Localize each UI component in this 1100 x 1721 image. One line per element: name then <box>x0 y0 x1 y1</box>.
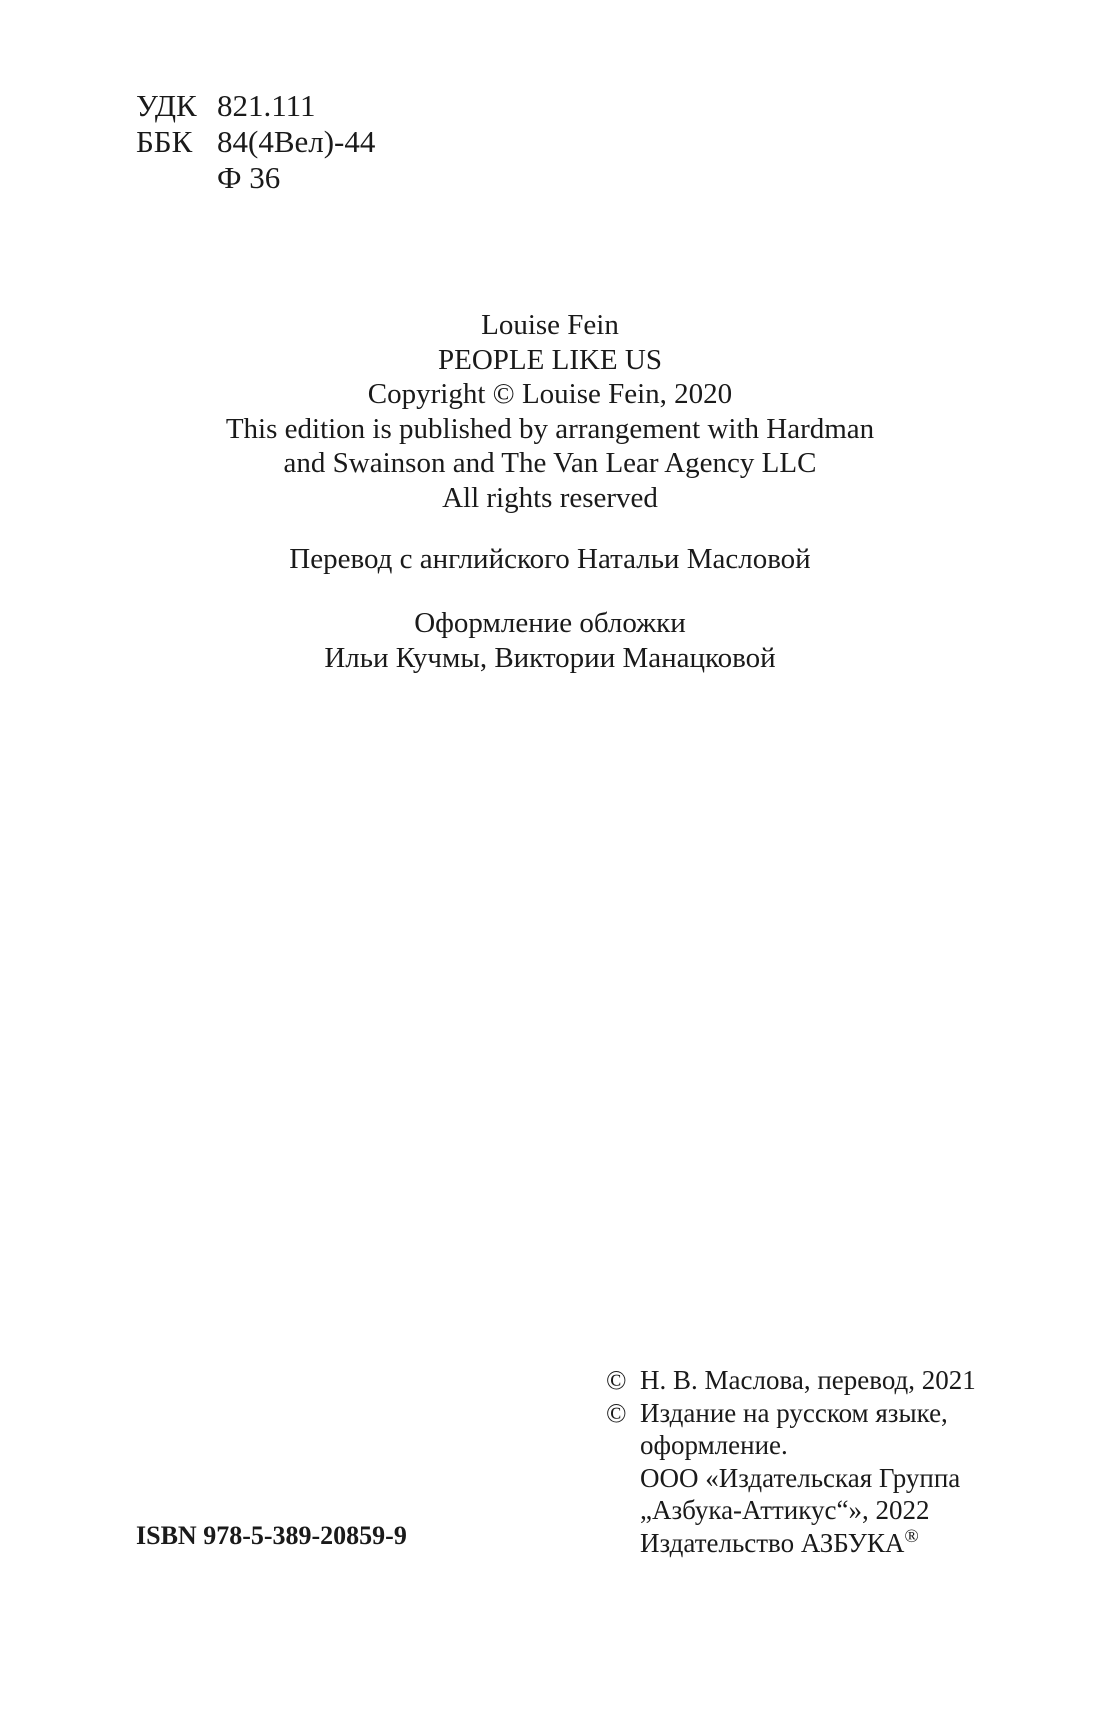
copyright-line: ООО «Издательская Группа <box>640 1462 961 1493</box>
bbk-value: 84(4Вел)-44 <box>217 124 376 159</box>
cover-design-heading: Оформление обложки <box>414 607 686 639</box>
translation-copyright <box>606 1364 976 1397</box>
translation-copyright-text <box>640 1364 976 1397</box>
copyright-line: Издание на русском языке, <box>640 1397 948 1428</box>
publisher-name: Издательство АЗБУКА <box>640 1527 905 1558</box>
copyright-line: Н. В. Маслова, перевод, 2021 <box>640 1365 976 1395</box>
bbk-label: ББК <box>136 124 193 159</box>
rights-reserved: All rights reserved <box>442 481 658 514</box>
bbk-row <box>136 124 375 160</box>
author-sign: Ф 36 <box>217 160 281 195</box>
original-edition-credits <box>0 308 1100 515</box>
copyright-sign: © <box>606 1397 627 1428</box>
copyright-line: „Азбука-Аттикус“», 2022 <box>640 1495 930 1525</box>
copyright-line: оформление. <box>640 1430 788 1460</box>
arrangement-line-2: and Swainson and The Van Lear Agency LLC <box>283 447 817 479</box>
udk-label: УДК <box>136 88 197 123</box>
cover-designers: Ильи Кучмы, Виктории Манацковой <box>324 641 776 674</box>
copyright-notices <box>606 1364 976 1559</box>
registered-mark: ® <box>904 1525 919 1547</box>
udk-value: 821.111 <box>217 88 316 123</box>
arrangement-line-1: This edition is published by arrangement with Hardman <box>225 412 875 445</box>
publisher-line <box>640 1527 960 1560</box>
cover-design-credit <box>0 606 1100 675</box>
isbn: ISBN 978-5-389-20859-9 <box>136 1521 407 1550</box>
original-title: PEOPLE LIKE US <box>438 343 662 376</box>
classification-block <box>136 88 375 196</box>
copyright-sign: © <box>606 1365 627 1395</box>
author-name: Louise Fein <box>481 309 619 341</box>
original-copyright: Copyright © Louise Fein, 2020 <box>367 378 733 410</box>
udk-row <box>136 88 375 124</box>
translator-credit: Перевод с английского Натальи Масловой <box>289 543 811 575</box>
edition-copyright <box>606 1397 976 1560</box>
edition-copyright-text <box>640 1397 960 1560</box>
